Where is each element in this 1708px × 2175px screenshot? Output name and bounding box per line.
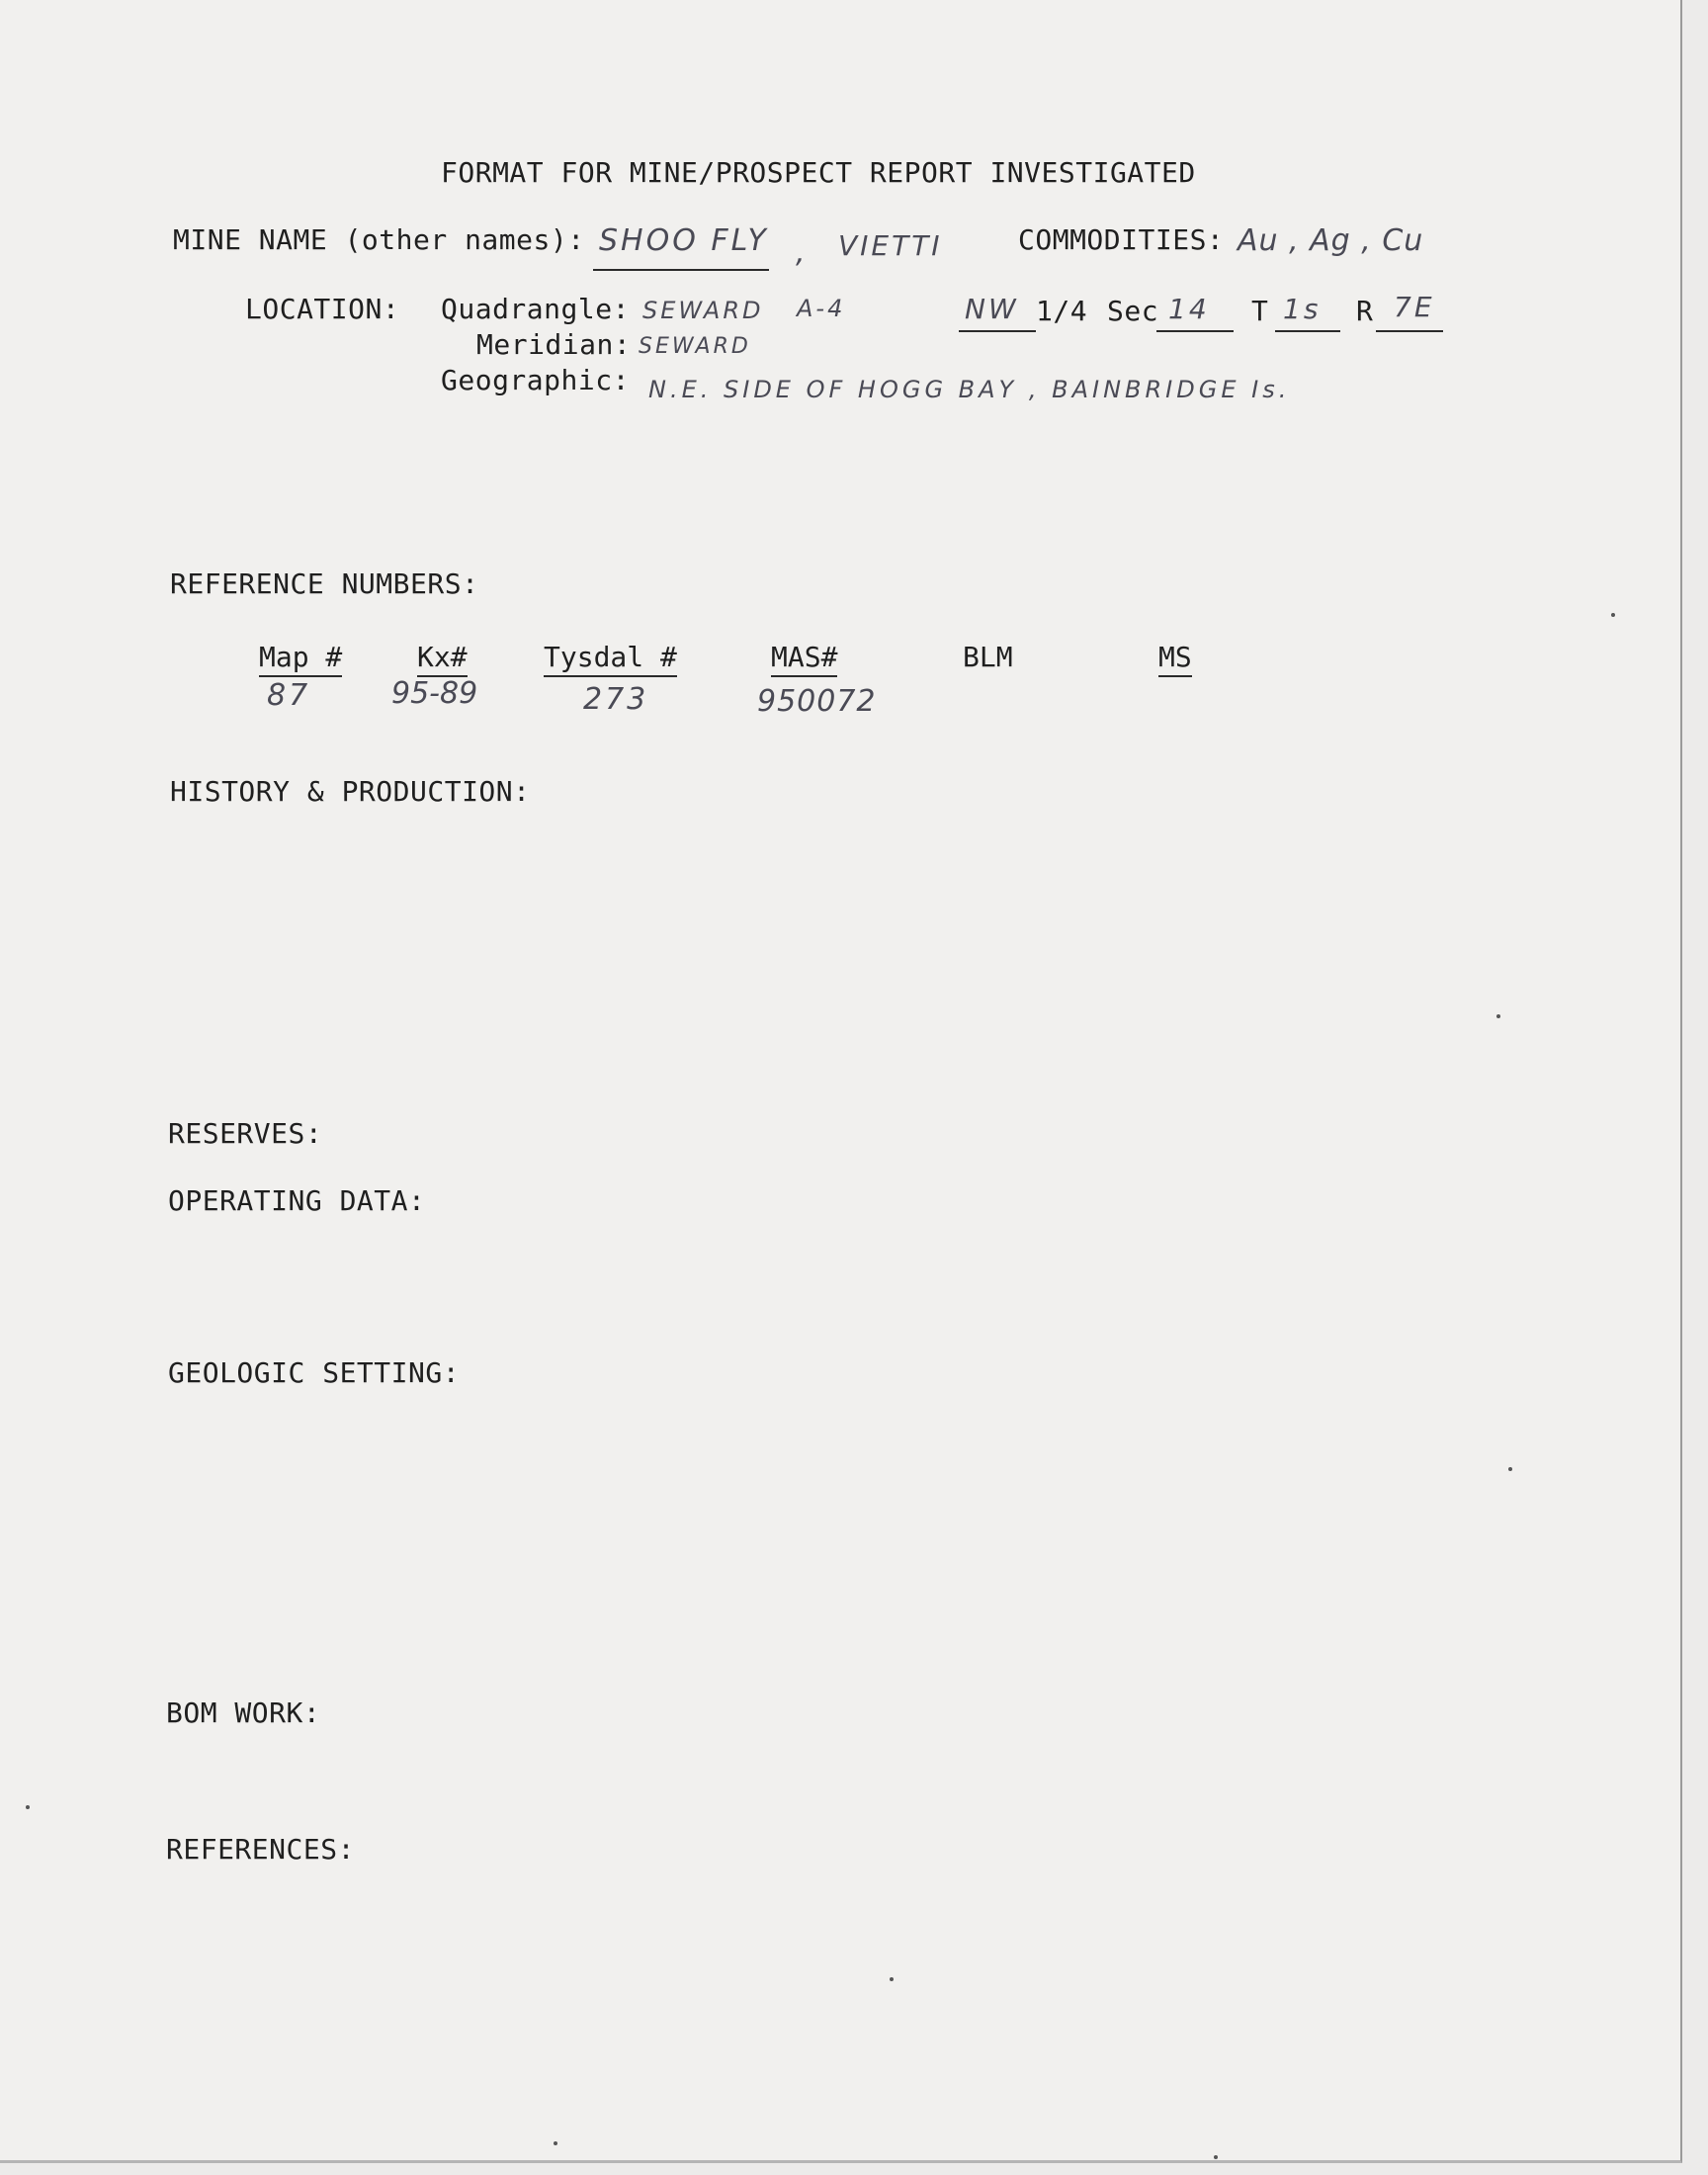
- meridian-value: SEWARD: [639, 334, 751, 359]
- references-label: REFERENCES:: [166, 1833, 355, 1866]
- ref-header-mas: MAS#: [771, 641, 837, 677]
- meridian-label: Meridian:: [476, 328, 632, 361]
- scan-speck: [554, 2141, 557, 2145]
- sec-underline: [1156, 330, 1234, 332]
- geologic-label: GEOLOGIC SETTING:: [168, 1356, 461, 1389]
- commodities-value: Au , Ag , Cu: [1238, 223, 1424, 258]
- scan-speck: [1611, 613, 1615, 617]
- ref-header-ms: MS: [1158, 641, 1192, 677]
- r-label: R: [1356, 295, 1374, 327]
- sec-label: Sec: [1107, 295, 1159, 327]
- scan-speck: [26, 1805, 30, 1809]
- quadrangle-value: SEWARD: [642, 297, 764, 324]
- ref-value-mas: 950072: [757, 684, 877, 719]
- r-underline: [1376, 330, 1443, 332]
- ref-value-map: 87: [267, 678, 311, 713]
- mine-name-value: SHOO FLY: [599, 223, 769, 258]
- t-label: T: [1251, 295, 1269, 327]
- quadrangle-label: Quadrangle:: [441, 293, 630, 325]
- ref-value-kx: 95-89: [391, 676, 478, 711]
- form-title: FORMAT FOR MINE/PROSPECT REPORT INVESTIGATED: [441, 156, 1196, 189]
- ref-header-blm: BLM: [963, 641, 1013, 673]
- geographic-value: N.E. SIDE OF HOGG BAY , BAINBRIDGE Is.: [648, 376, 1291, 403]
- quarter-value: NW: [965, 293, 1019, 325]
- other-name-value: VIETTI: [838, 229, 943, 262]
- quarter-label: 1/4: [1036, 295, 1088, 327]
- t-value: 1s: [1283, 293, 1322, 325]
- mine-name-label: MINE NAME (other names):: [173, 223, 585, 256]
- quarter-underline: [959, 330, 1036, 332]
- reserves-label: RESERVES:: [168, 1117, 323, 1150]
- ref-header-map: Map #: [259, 641, 342, 677]
- scan-speck: [1496, 1014, 1500, 1018]
- ref-header-tysdal: Tysdal #: [544, 641, 677, 677]
- ref-header-kx: Kx#: [417, 641, 468, 677]
- commodities-label: COMMODITIES:: [1018, 223, 1225, 256]
- sec-value: 14: [1168, 293, 1210, 325]
- geographic-label: Geographic:: [441, 364, 630, 396]
- ref-value-tysdal: 273: [583, 682, 649, 717]
- history-label: HISTORY & PRODUCTION:: [170, 775, 531, 808]
- scan-speck: [1508, 1467, 1512, 1471]
- scan-speck: [1214, 2155, 1218, 2159]
- location-label: LOCATION:: [245, 293, 400, 325]
- r-value: 7E: [1394, 291, 1435, 323]
- other-name-separator: ,: [796, 235, 809, 270]
- quadrangle-sheet: A-4: [797, 295, 846, 322]
- reference-numbers-label: REFERENCE NUMBERS:: [170, 567, 479, 600]
- t-underline: [1275, 330, 1340, 332]
- bom-label: BOM WORK:: [166, 1696, 321, 1729]
- mine-name-underline: [593, 269, 769, 271]
- scan-speck: [890, 1977, 894, 1981]
- operating-label: OPERATING DATA:: [168, 1184, 426, 1217]
